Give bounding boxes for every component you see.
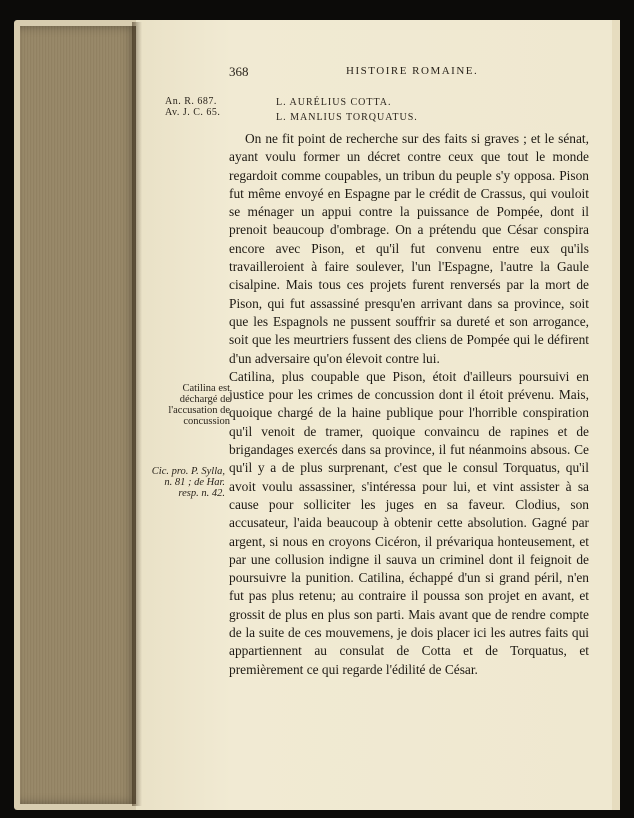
page-header	[136, 64, 614, 78]
date-note	[165, 96, 245, 118]
paragraph: Catilina, plus coupable que Pison, étoit d'ailleurs poursuivi en justice pour les crimes de concussion dont il étoit prévenu. Mais, quoique chargé de la haine publique pour l'horrible conspiration qu'il venoit de tramer, quoique convaincu de rapines et de brigandages exercés dans sa province, il fut néanmoins absous. Ce qu'il y a de plus surprenant, c'est que le consul Torquatus, qu'il avoit voulu assassiner, s'intéressa pour lui, et vint assister à sa cause pour solliciter les juges en sa faveur. Clodius, son accusateur, l'aida beaucoup à obtenir cette absolution. Gagné par argent, si nous en croyons Cicéron, il prévariqua honteusement, et par une collusion indigne il sauva un criminel dont il feignoit de poursuivre la punition. Catilina, échappé d'un si grand péril, n'en fut pas plus retenu; au contraire il poussa son projet en avant, et grossit de plus en plus son parti. Mais avant que de rendre compte de la suite de ces mouvemens, je dois placer ici les autres faits qui appartiennent au consulat de Cotta et de Torquatus, et premièrement ce qui regarde l'édilité de César.	[229, 368, 589, 677]
margin-note-catilina: Catilina est déchargé de l'accusation de concussion	[168, 383, 230, 427]
paragraph: On ne fit point de recherche sur des faits si graves ; et le sénat, ayant voulu former un décret contre ceux que tout le monde regardoit comme coupables, un tribun du peuple s'y opposa. Pison fut même envoyé en Espagne par le crédit de Crassus, qui vouloit se ménager un appui contre la puissance de Pompée, dont il prenoit beaucoup d'ombrage. On a prétendu que César conspira encore avec Pison, et qu'il fut convenu entre eux qu'ils travailleroient à faire soulever, l'un l'Espagne, l'autre la Gaule cisalpine. Mais tous ces projets furent renversés par la mort de Pison, qui fut assassiné presqu'en arrivant dans sa province, soit que les Espagnols ne pussent souffrir sa dureté et son arrogance, soit que les meurtriers fussent des cliens de Pompée qui le défirent d'un adversaire qu'on élevoit contre lui.	[229, 131, 589, 366]
page-number: 368	[229, 64, 249, 79]
date-note-line: Av. J. C. 65.	[165, 107, 221, 118]
consul-line: L. AURÉLIUS COTTA.	[276, 97, 392, 108]
page-edges	[20, 26, 138, 804]
consul-line: L. MANLIUS TORQUATUS.	[276, 112, 418, 123]
running-title: HISTOIRE ROMAINE.	[346, 65, 479, 77]
gutter-shadow	[132, 22, 142, 806]
page-right-edge	[612, 20, 620, 810]
date-note-line: An. R. 687.	[165, 96, 217, 107]
consuls-heading	[276, 95, 418, 125]
body-text	[229, 130, 589, 679]
margin-note-references: Cic. pro. P. Sylla, n. 81 ; de Har. resp. n. 42.	[151, 466, 225, 499]
